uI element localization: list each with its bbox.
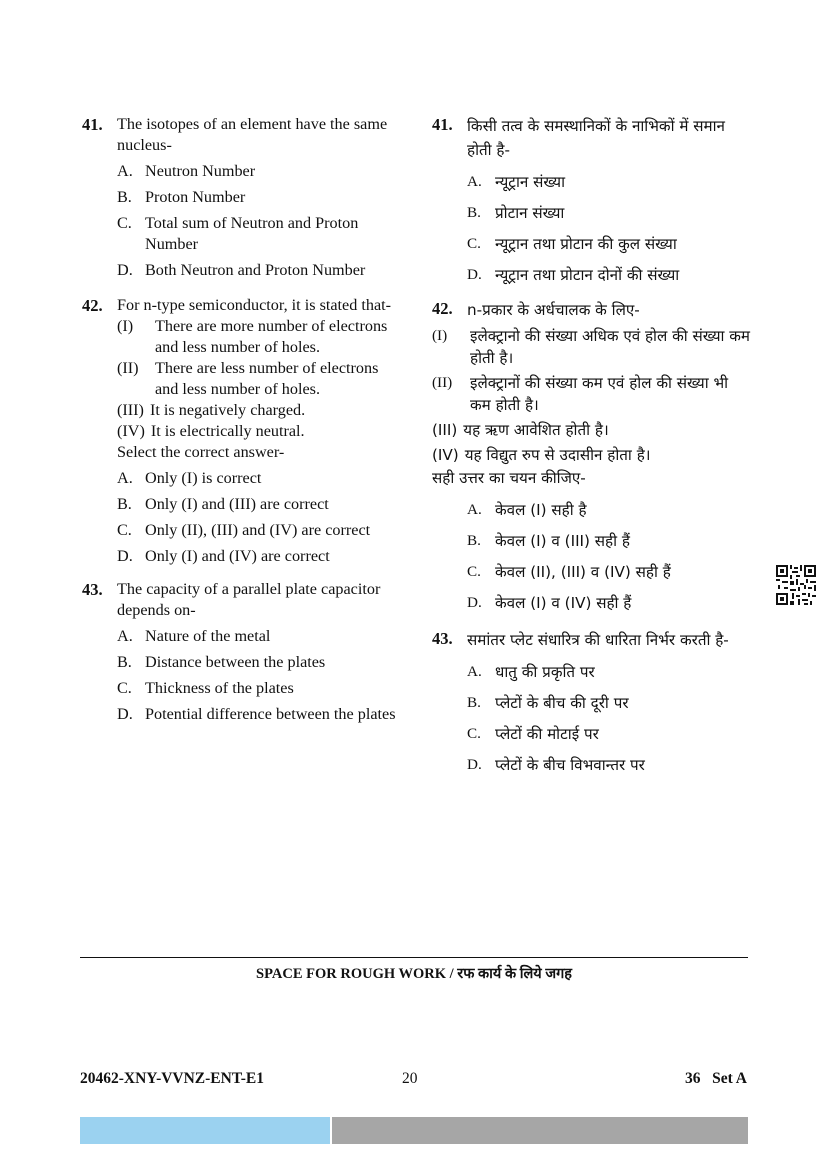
statement-iv xyxy=(432,444,752,466)
statement-text: It is negatively charged. xyxy=(149,401,306,419)
statement-text: इलेक्ट्रानों की संख्या कम एवं होल की संख्या भी कम होती है। xyxy=(470,374,729,414)
option-text: Only (I) and (III) are correct xyxy=(145,495,329,513)
instruction-text: Select the correct answer- xyxy=(117,443,285,461)
option-text: केवल (I) व (IV) सही हैं xyxy=(495,594,632,612)
options-list xyxy=(467,661,752,776)
option-a xyxy=(467,171,752,193)
statements-list xyxy=(117,316,404,442)
option-text: धातु की प्रकृति पर xyxy=(495,663,595,681)
statement-iii xyxy=(117,400,404,421)
english-column xyxy=(82,114,404,725)
statement-label: (IV) xyxy=(117,422,145,440)
options-list xyxy=(117,161,404,281)
option-b xyxy=(117,494,404,515)
instruction-text: सही उत्तर का चयन कीजिए- xyxy=(432,469,586,487)
statement-i xyxy=(432,325,752,369)
option-text: प्लेटों की मोटाई पर xyxy=(495,725,599,743)
options-list xyxy=(117,468,404,567)
statement-label: (IV) xyxy=(432,446,459,464)
statement-text: It is electrically neutral. xyxy=(150,422,305,440)
option-text: न्यूट्रान तथा प्रोटान दोनों की संख्या xyxy=(495,266,680,284)
option-text: Nature of the metal xyxy=(145,627,271,645)
option-c xyxy=(117,520,404,541)
question-text: The capacity of a parallel plate capacitor depends on- xyxy=(117,580,381,619)
option-b xyxy=(117,187,404,208)
option-label: C. xyxy=(467,563,481,580)
option-text: Potential difference between the plates xyxy=(145,705,396,723)
question-41-en xyxy=(82,114,404,281)
option-a xyxy=(117,626,404,647)
option-label: D. xyxy=(467,266,482,283)
question-number: 41. xyxy=(82,115,103,134)
option-b xyxy=(467,202,752,224)
option-text: केवल (I) सही है xyxy=(495,501,587,519)
statement-label: (II) xyxy=(117,359,139,377)
set-label: 36 Set A xyxy=(685,1070,747,1087)
qr-code-icon xyxy=(776,565,816,605)
page-number: 20 xyxy=(402,1070,418,1087)
statement-text: इलेक्ट्रानो की संख्या अधिक एवं होल की संख्या कम होती है। xyxy=(470,327,751,367)
option-label: D. xyxy=(117,705,133,723)
option-label: A. xyxy=(467,173,482,190)
question-number: 41. xyxy=(432,115,453,134)
option-label: B. xyxy=(117,495,132,513)
statement-text: यह विद्युत रुप से उदासीन होता है। xyxy=(464,446,651,464)
question-43-en xyxy=(82,579,404,725)
statement-iv xyxy=(117,421,404,442)
statement-label: (III) xyxy=(117,401,144,419)
option-text: केवल (I) व (III) सही हैं xyxy=(495,532,630,550)
option-c xyxy=(467,723,752,745)
option-text: केवल (II), (III) व (IV) सही हैं xyxy=(495,563,671,581)
option-label: A. xyxy=(467,663,482,680)
option-label: D. xyxy=(467,594,482,611)
option-a xyxy=(117,161,404,182)
options-list xyxy=(117,626,404,725)
statement-label: (I) xyxy=(432,327,448,344)
question-number: 43. xyxy=(82,580,103,599)
hindi-column xyxy=(432,114,752,776)
statement-label: (I) xyxy=(117,317,134,335)
statement-label: (III) xyxy=(432,421,458,439)
option-label: A. xyxy=(117,469,133,487)
statements-list xyxy=(432,325,752,466)
option-text: प्लेटों के बीच की दूरी पर xyxy=(495,694,629,712)
option-label: D. xyxy=(467,756,482,773)
option-text: Distance between the plates xyxy=(145,653,326,671)
option-text: न्यूट्रान संख्या xyxy=(495,173,566,191)
paper-code: 20462-XNY-VVNZ-ENT-E1 xyxy=(80,1070,265,1087)
option-a xyxy=(467,661,752,683)
option-a xyxy=(117,468,404,489)
question-text: समांतर प्लेट संधारित्र की धारिता निर्भर करती है- xyxy=(467,631,729,649)
option-label: D. xyxy=(117,261,133,279)
option-text: Neutron Number xyxy=(145,162,256,180)
question-text: n-प्रकार के अर्धचालक के लिए- xyxy=(467,301,640,319)
option-c xyxy=(117,213,404,255)
option-label: C. xyxy=(467,235,481,252)
option-label: B. xyxy=(467,204,481,221)
option-text: प्लेटों के बीच विभवान्तर पर xyxy=(495,756,645,774)
option-label: D. xyxy=(117,547,133,565)
footer-blue-bar xyxy=(80,1117,330,1144)
question-42-en xyxy=(82,295,404,567)
option-label: B. xyxy=(467,532,481,549)
option-text: Total sum of Neutron and Proton Number xyxy=(145,214,359,253)
option-label: C. xyxy=(467,725,481,742)
statement-label: (II) xyxy=(432,374,453,391)
option-text: Both Neutron and Proton Number xyxy=(145,261,366,279)
option-d xyxy=(117,704,404,725)
statement-text: There are less number of electrons and less number of holes. xyxy=(155,359,379,398)
option-text: Thickness of the plates xyxy=(145,679,294,697)
option-label: C. xyxy=(117,679,132,697)
option-a xyxy=(467,499,752,521)
option-text: प्रोटान संख्या xyxy=(495,204,565,222)
option-b xyxy=(467,692,752,714)
option-d xyxy=(117,546,404,567)
statement-i xyxy=(117,316,404,358)
question-text: For n-type semiconductor, it is stated that- xyxy=(117,296,392,314)
statement-ii xyxy=(432,372,752,416)
option-b xyxy=(117,652,404,673)
option-label: A. xyxy=(117,162,133,180)
option-d xyxy=(467,264,752,286)
question-43-hi xyxy=(432,628,752,776)
option-b xyxy=(467,530,752,552)
option-c xyxy=(467,561,752,583)
option-text: Only (I) is correct xyxy=(145,469,262,487)
statement-iii xyxy=(432,419,752,441)
option-d xyxy=(467,754,752,776)
question-text: किसी तत्व के समस्थानिकों के नाभिकों में समान होती है- xyxy=(467,117,725,159)
option-label: B. xyxy=(467,694,481,711)
option-label: C. xyxy=(117,214,132,232)
option-text: न्यूट्रान तथा प्रोटान की कुल संख्या xyxy=(495,235,677,253)
question-41-hi xyxy=(432,114,752,286)
option-c xyxy=(467,233,752,255)
question-number: 42. xyxy=(82,296,103,315)
question-text: The isotopes of an element have the same nucleus- xyxy=(117,115,388,154)
option-text: Only (I) and (IV) are correct xyxy=(145,547,330,565)
statement-ii xyxy=(117,358,404,400)
option-label: A. xyxy=(467,501,482,518)
statement-text: There are more number of electrons and less number of holes. xyxy=(155,317,388,356)
divider-line xyxy=(80,957,748,958)
option-label: B. xyxy=(117,188,132,206)
rough-work-label: SPACE FOR ROUGH WORK / रफ कार्य के लिये जगह xyxy=(256,966,572,982)
question-number: 42. xyxy=(432,299,453,318)
question-42-hi xyxy=(432,298,752,614)
option-label: C. xyxy=(117,521,132,539)
options-list xyxy=(467,171,752,286)
options-list xyxy=(467,499,752,614)
option-d xyxy=(467,592,752,614)
option-d xyxy=(117,260,404,281)
option-c xyxy=(117,678,404,699)
statement-text: यह ऋण आवेशित होती है। xyxy=(463,421,609,439)
option-text: Only (II), (III) and (IV) are correct xyxy=(145,521,371,539)
footer-grey-bar xyxy=(332,1117,748,1144)
option-label: A. xyxy=(117,627,133,645)
option-text: Proton Number xyxy=(145,188,246,206)
question-number: 43. xyxy=(432,629,453,648)
option-label: B. xyxy=(117,653,132,671)
